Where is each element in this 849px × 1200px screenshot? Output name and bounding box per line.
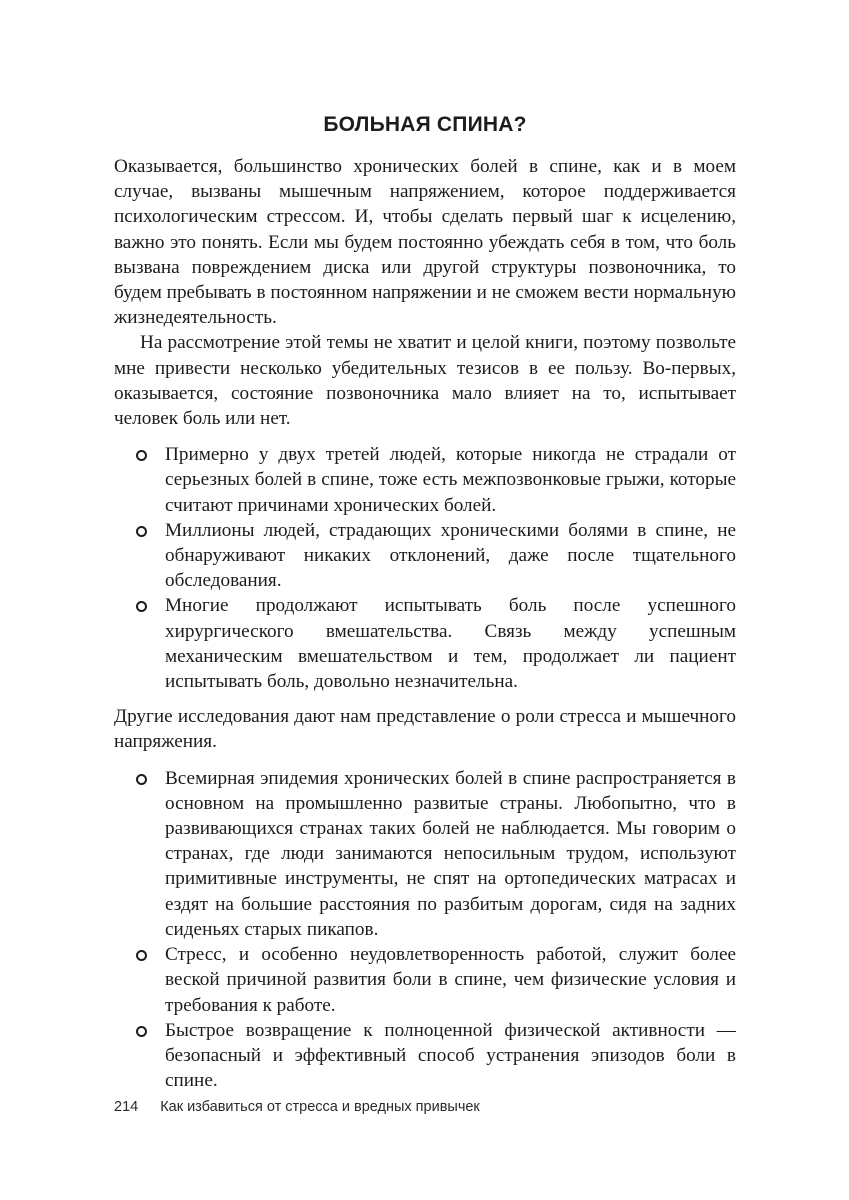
list-item <box>165 1018 736 1094</box>
list-item-text: Многие продолжают испытывать боль после успешного хирургического вмешательства. Связь между успешным механическим вмешательством и тем, продолжает ли пациент испытывать боль, довольно незначительна. <box>165 595 736 693</box>
bullet-list <box>114 442 736 694</box>
section-heading: БОЛЬНАЯ СПИНА? <box>323 113 527 136</box>
paragraph: На рассмотрение этой темы не хватит и целой книги, поэтому позвольте мне привести несколько убедительных тезисов в ее пользу. Во-первых, оказывается, состояние позвоночника мало влияет на то, испытывает человек боль или нет. <box>114 332 736 430</box>
list-item <box>165 766 736 942</box>
circle-bullet-icon <box>136 450 147 461</box>
list-item <box>165 593 736 694</box>
bullet-list <box>114 766 736 1094</box>
list-item-text: Примерно у двух третей людей, которые никогда не страдали от серьезных болей в спине, тоже есть межпозвонковые грыжи, которые считают причинами хронических болей. <box>165 444 736 516</box>
list-item <box>165 942 736 1018</box>
paragraph: Другие исследования дают нам представление о роли стресса и мышечного напряжения. <box>114 706 736 753</box>
circle-bullet-icon <box>136 950 147 961</box>
circle-bullet-icon <box>136 774 147 785</box>
list-item-text: Миллионы людей, страдающих хроническими болями в спине, не обнаруживают никаких отклонений, даже после тщательного обследования. <box>165 519 736 592</box>
circle-bullet-icon <box>136 601 147 612</box>
list-item-text: Всемирная эпидемия хронических болей в спине распространяется в основном на промышленно развитые страны. Любопытно, что в развивающихся странах таких болей не наблюдается. Мы говорим о странах, где люди занимаются непосильным трудом, используют примитивные инструменты, не спят на ортопедических матрасах и ездят на большие расстояния по разбитым дорогам, сидя на задних сиденьях старых пикапов. <box>165 767 736 940</box>
circle-bullet-icon <box>136 526 147 537</box>
paragraph: Оказывается, большинство хронических болей в спине, как и в моем случае, вызваны мышечным напряжением, которое поддерживается психологическим стрессом. И, чтобы сделать первый шаг к исцелению, важно это понять. Если мы будем постоянно убеждать себя в том, что боль вызвана повреждением диска или другой структуры позвоночника, то будем пребывать в постоянном напряжении и не сможем вести нормальную жизнедеятельность. <box>114 156 736 329</box>
list-item <box>165 518 736 594</box>
page-number: 214 <box>114 1099 139 1115</box>
body-text <box>114 154 736 1093</box>
list-item <box>165 442 736 518</box>
list-item-text: Быстрое возвращение к полноценной физической активности — безопасный и эффективный способ устранения эпизодов боли в спине. <box>165 1019 736 1092</box>
list-item-text: Стресс, и особенно неудовлетворенность работой, служит более веской причиной развития боли в спине, чем физические условия и требования к работе. <box>165 944 736 1016</box>
page-content <box>114 0 736 1103</box>
page-footer <box>114 1099 480 1115</box>
circle-bullet-icon <box>136 1026 147 1037</box>
running-title: Как избавиться от стресса и вредных привычек <box>160 1099 480 1115</box>
